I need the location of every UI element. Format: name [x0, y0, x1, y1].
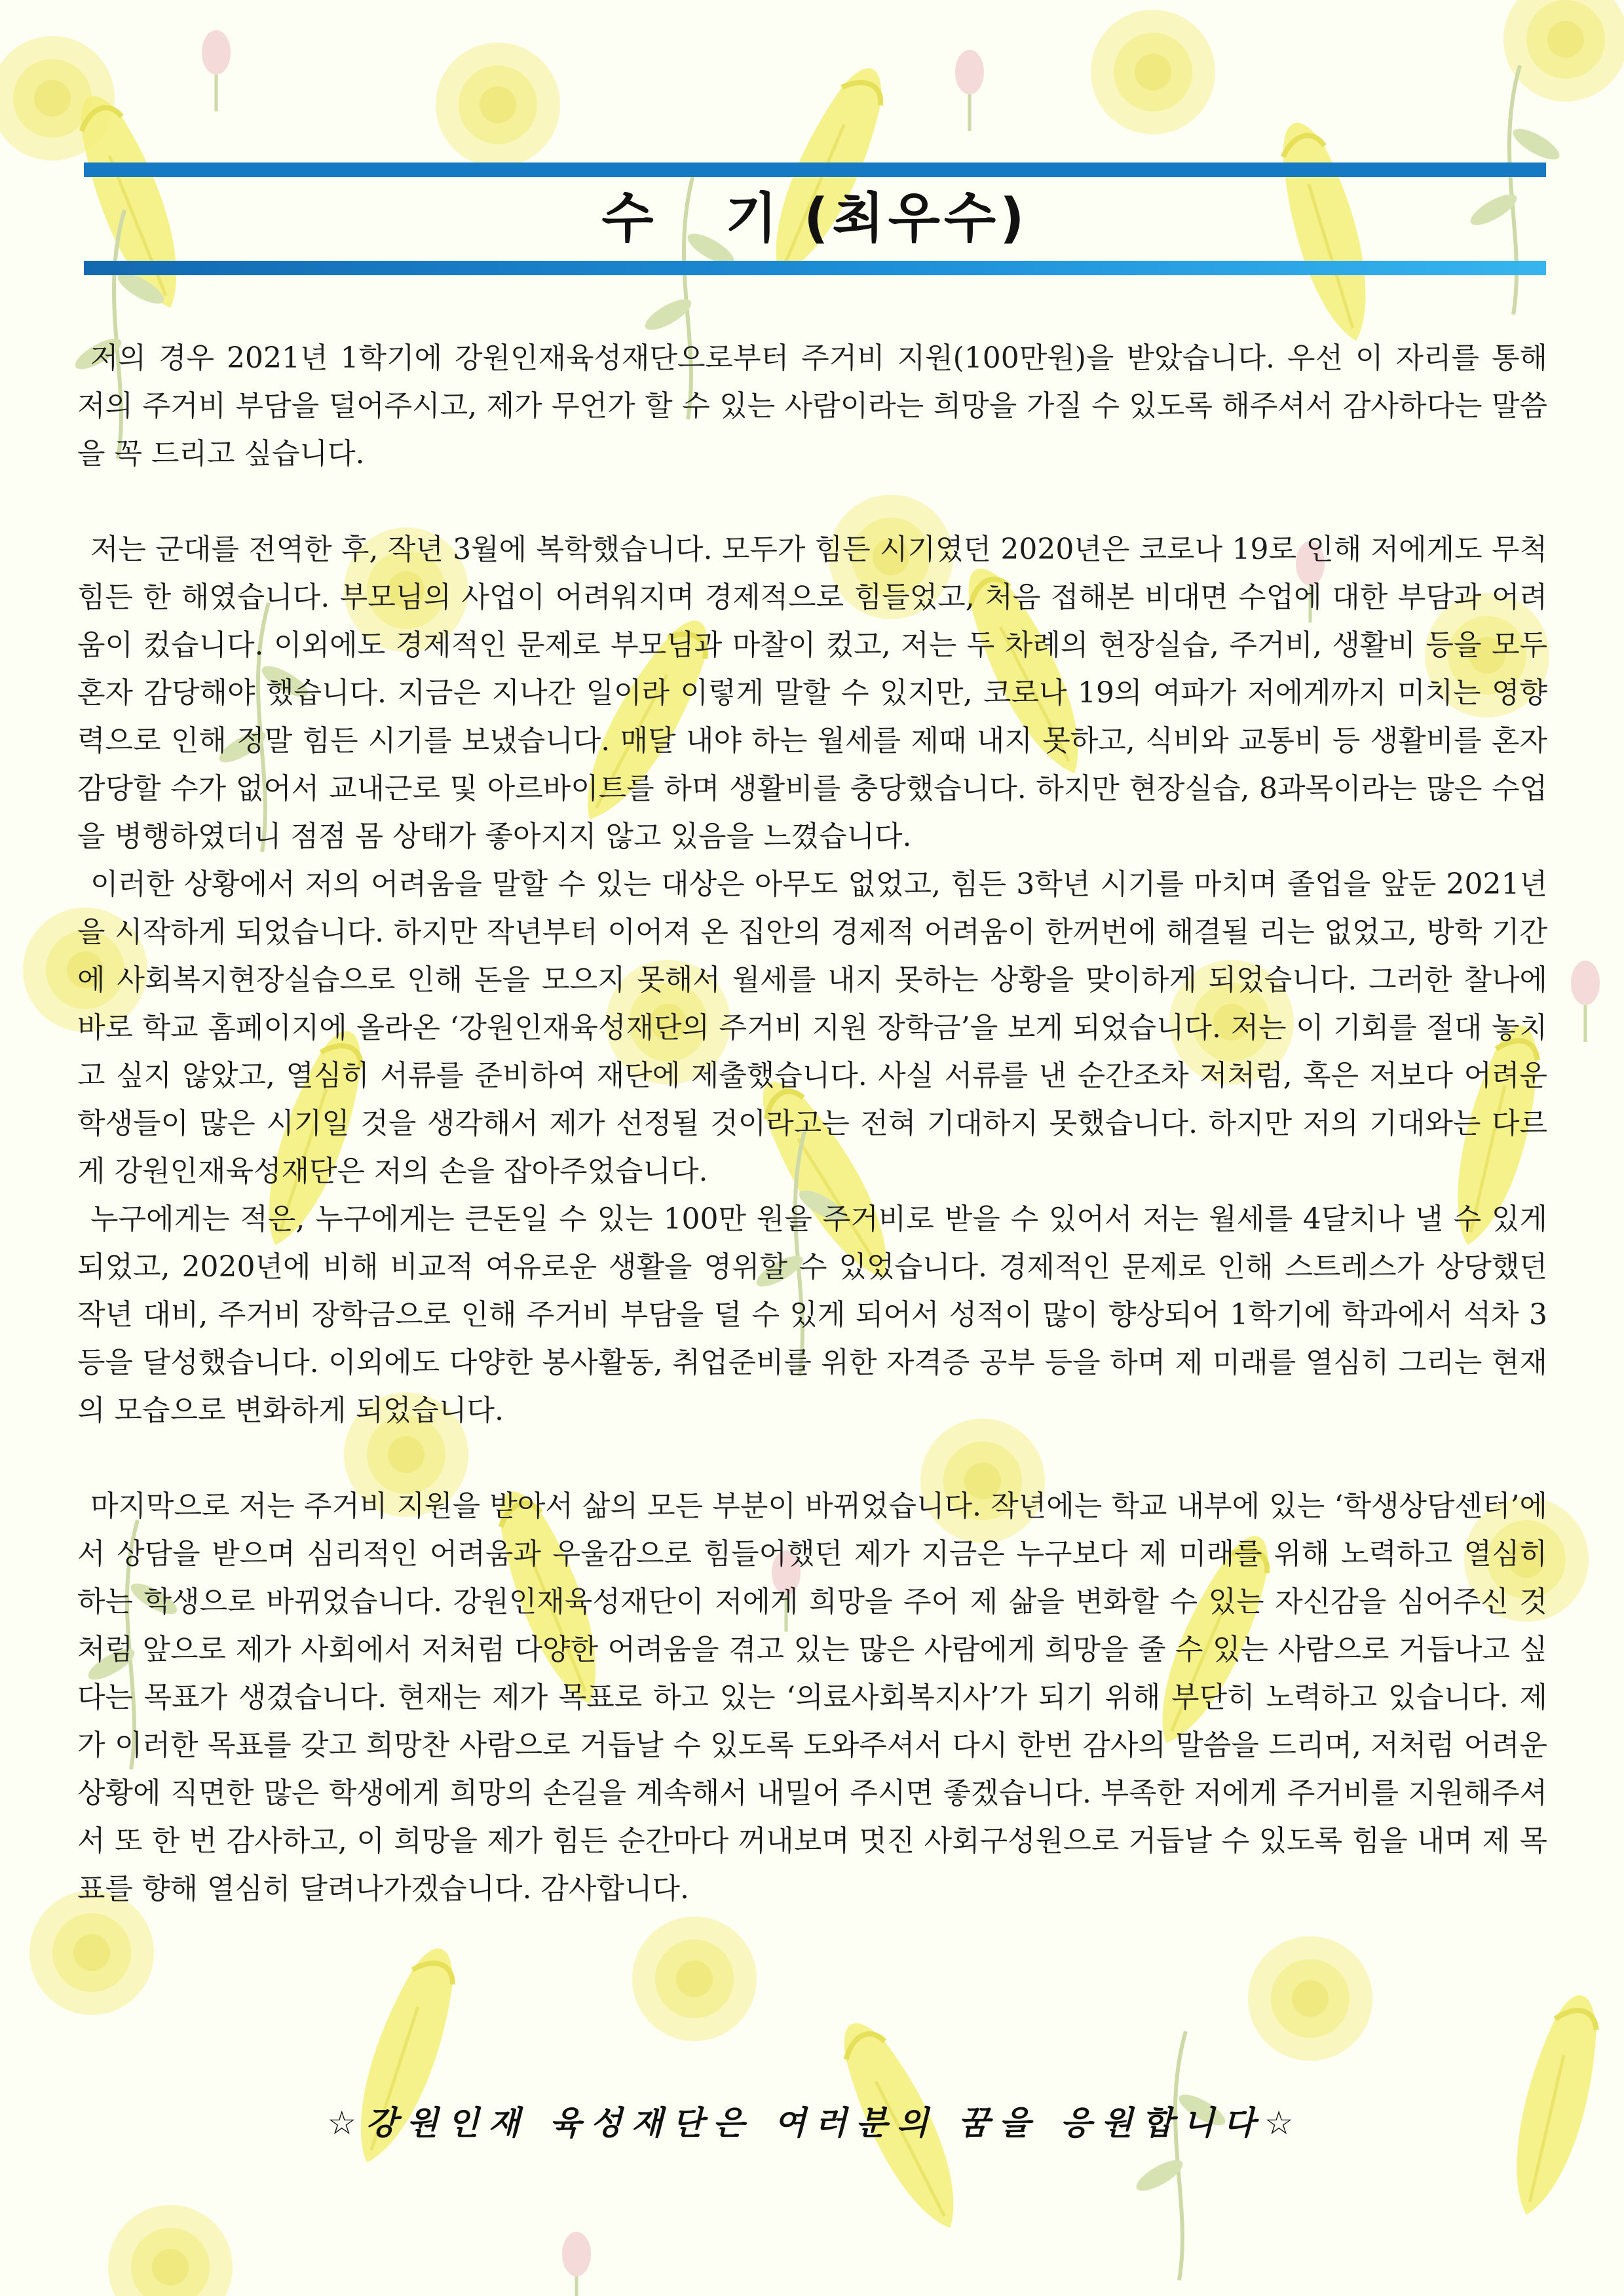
paragraph-3: 이러한 상황에서 저의 어려움을 말할 수 있는 대상은 아무도 없었고, 힘든 3학년 시기를 마치며 졸업을 앞둔 2021년을 시작하게 되었습니다. 하지만 작년부터 이어져 온 집안의 경제적 어려움이 한꺼번에 해결될 리는 없었고, 방학 기간에 사회복지현장실습으로 인해 돈을 모으지 못해서 월세를 내지 못하는 상황을 맞이하게 되었습니다. 그러한 찰나에 바로 학교 홈페이지에 올라온 ‘강원인재육성재단의 주거비 지원 장학금’을 보게 되었습니다. 저는 이 기회를 절대 놓치고 싶지 않았고, 열심히 서류를 준비하여 재단에 제출했습니다. 사실 서류를 낸 순간조차 저처럼, 혹은 저보다 어려운 학생들이 많은 시기일 것을 생각해서 제가 선정될 것이라고는 전혀 기대하지 못했습니다. 하지만 저의 기대와는 다르게 강원인재육성재단은 저의 손을 잡아주었습니다. [77, 868, 1547, 1188]
paragraph-1: 저의 경우 2021년 1학기에 강원인재육성재단으로부터 주거비 지원(100만원)을 받았습니다. 우선 이 자리를 통해 저의 주거비 부담을 덜어주시고, 제가 무언가 할 수 있는 사람이라는 희망을 가질 수 있도록 해주셔서 감사하다는 말씀을 꼭 드리고 싶습니다. [77, 341, 1548, 470]
page-title: 수 기 (최우수) [601, 187, 1029, 250]
paragraph-5: 마지막으로 저는 주거비 지원을 받아서 삶의 모든 부분이 바뀌었습니다. 작년에는 학교 내부에 있는 ‘학생상담센터’에서 상담을 받으며 심리적인 어려움과 우울감으로 힘들어했던 제가 지금은 누구보다 제 미래를 위해 노력하고 열심히 하는 학생으로 바뀌었습니다. 강원인재육성재단이 저에게 희망을 주어 제 삶을 변화할 수 있는 자신감을 심어주신 것처럼 앞으로 제가 사회에서 저처럼 다양한 어려움을 겪고 있는 많은 사람에게 희망을 줄 수 있는 사람으로 거듭나고 싶다는 목표가 생겼습니다. 현재는 제가 목표로 하고 있는 ‘의료사회복지사’가 되기 위해 부단히 노력하고 있습니다. 제가 이러한 목표를 갖고 희망찬 사람으로 거듭날 수 있도록 도와주셔서 다시 한번 감사의 말씀을 드리며, 저처럼 어려운 상황에 직면한 많은 학생에게 희망의 손길을 계속해서 내밀어 주시면 좋겠습니다. 부족한 저에게 주거비를 지원해주셔서 또 한 번 감사하고, 이 희망을 제가 힘든 순간마다 꺼내보며 멋진 사회구성원으로 거듭날 수 있도록 힘을 내며 제 목표를 향해 열심히 달려나가겠습니다. 감사합니다. [77, 1489, 1548, 1905]
title-top-rule [84, 163, 1546, 177]
paragraph-2: 저는 군대를 전역한 후, 작년 3월에 복학했습니다. 모두가 힘든 시기였던 2020년은 코로나 19로 인해 저에게도 무척 힘든 한 해였습니다. 부모님의 사업이 어려워지며 경제적으로 힘들었고, 처음 접해본 비대면 수업에 대한 부담과 어려움이 컸습니다. 이외에도 경제적인 문제로 부모님과 마찰이 컸고, 저는 두 차례의 현장실습, 주거비, 생활비 등을 모두 혼자 감당해야 했습니다. 지금은 지나간 일이라 이렇게 말할 수 있지만, 코로나 19의 여파가 저에게까지 미치는 영향력으로 인해 정말 힘든 시기를 보냈습니다. 매달 내야 하는 월세를 제때 내지 못하고, 식비와 교통비 등 생활비를 혼자 감당할 수가 없어서 교내근로 및 아르바이트를 하며 생활비를 충당했습니다. 하지만 현장실습, 8과목이라는 많은 수업을 병행하였더니 점점 몸 상태가 좋아지지 않고 있음을 느꼈습니다. [77, 533, 1547, 853]
essay-body [77, 334, 1547, 1913]
title-bottom-rule [84, 261, 1546, 275]
paragraph-spacer [77, 1434, 1547, 1482]
paragraph-4: 누구에게는 적은, 누구에게는 큰돈일 수 있는 100만 원을 주거비로 받을 수 있어서 저는 월세를 4달치나 낼 수 있게 되었고, 2020년에 비해 비교적 여유로운 생활을 영위할 수 있었습니다. 경제적인 문제로 인해 스트레스가 상당했던 작년 대비, 주거비 장학금으로 인해 주거비 부담을 덜 수 있게 되어서 성적이 많이 향상되어 1학기에 학과에서 석차 3등을 달성했습니다. 이외에도 다양한 봉사활동, 취업준비를 위한 자격증 공부 등을 하며 제 미래를 열심히 그리는 현재의 모습으로 변화하게 되었습니다. [77, 1202, 1547, 1427]
paragraph-spacer [77, 478, 1547, 526]
closing-slogan: ☆강원인재 육성재단은 여러분의 꿈을 응원합니다☆ [327, 2104, 1303, 2142]
